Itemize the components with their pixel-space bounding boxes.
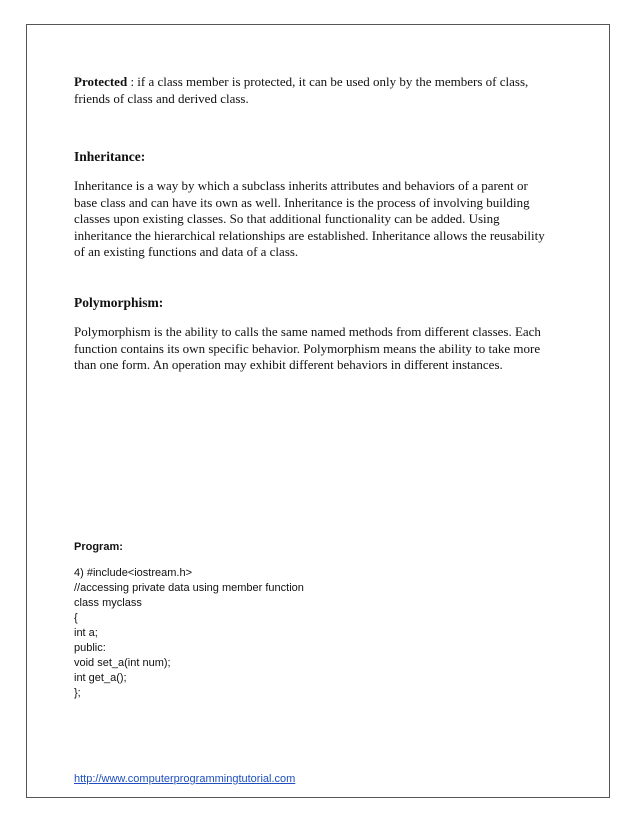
code-line: { (74, 612, 78, 624)
protected-paragraph (74, 74, 554, 107)
code-line: }; (74, 687, 81, 699)
inheritance-paragraph: Inheritance is a way by which a subclass inherits attributes and behaviors of a parent or base class and can have its own as well. Inheritance is the process of involving building classes upon existing classes. So that additional functionality can be added. Using inheritance the hierarchical relationships are established. Inheritance allows the reusability of an existing functions and data of a class. (74, 178, 545, 259)
inheritance-heading: Inheritance: (74, 149, 146, 164)
code-line: void set_a(int num); (74, 657, 171, 669)
protected-term: Protected (74, 74, 128, 89)
code-line: 4) #include<iostream.h> (74, 567, 193, 579)
polymorphism-heading: Polymorphism: (74, 295, 164, 310)
program-code (74, 566, 554, 701)
protected-text: : if a class member is protected, it can be used only by the members of class, friends of class and derived class. (74, 74, 529, 106)
code-line: public: (74, 642, 106, 654)
code-line: int get_a(); (74, 672, 127, 684)
footer-website-link[interactable]: http://www.computerprogrammingtutorial.com (74, 773, 296, 785)
code-line: //accessing private data using member function (74, 582, 304, 594)
program-heading: Program: (74, 541, 123, 553)
code-line: class myclass (74, 597, 142, 609)
code-line: int a; (74, 627, 98, 639)
polymorphism-paragraph: Polymorphism is the ability to calls the same named methods from different classes. Each function contains its own specific behavior. Polymorphism means the ability to take more than one form. An operation may exhibit different behaviors in different instances. (74, 324, 541, 372)
